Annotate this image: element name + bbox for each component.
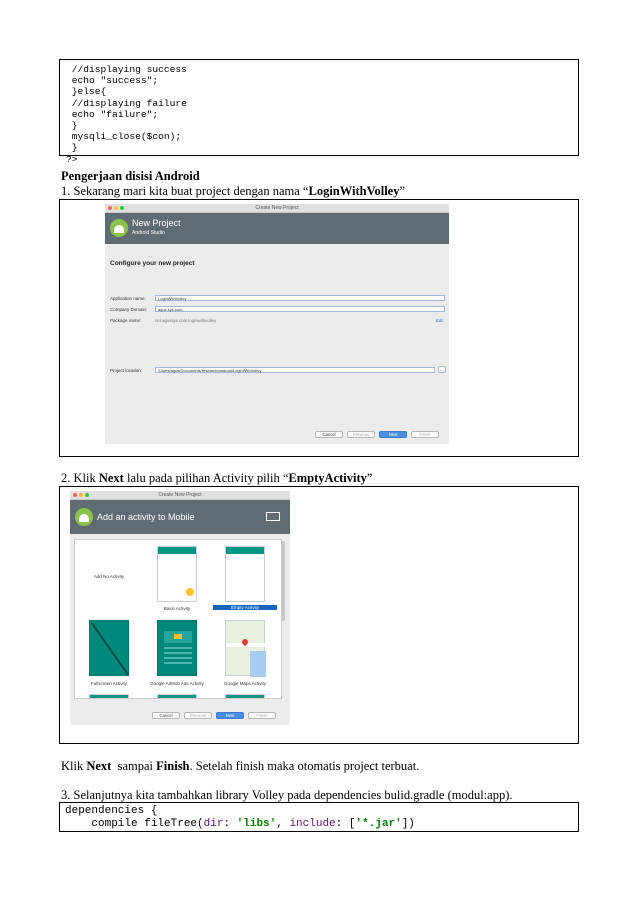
gradle-sep: : [ [335, 818, 356, 830]
tile-label: Fullscreen Activity [90, 681, 127, 686]
phone-preview-peek [157, 694, 197, 699]
tile-label: Add No Activity [93, 574, 125, 579]
app-bar [158, 547, 196, 554]
cancel-button[interactable]: Cancel [152, 712, 180, 719]
note-suffix: . Setelah finish maka otomatis project terbuat. [189, 759, 420, 773]
diagonal-line [91, 622, 129, 676]
new-project-window [105, 204, 449, 444]
php-code-line: echo "success"; [66, 75, 159, 87]
project-location-label: Project location: [110, 368, 143, 373]
activity-gallery [74, 539, 282, 699]
app-bar [90, 695, 128, 699]
section-heading: Pengerjaan disisi Android [61, 169, 200, 183]
step-3-text: 3. Selanjutnya kita tambahkan library Volley pada dependencies bulid.gradle (modul:app). [61, 788, 513, 802]
previous-button[interactable]: Previous [184, 712, 212, 719]
tile-label: Google Maps Activity [223, 681, 267, 686]
phone-preview [225, 620, 265, 676]
php-code-lines [66, 64, 187, 165]
activity-header [70, 500, 290, 534]
phone-preview-peek [89, 694, 129, 699]
window-title-2: Create New Project [158, 492, 202, 498]
php-code-line: mysqli_close($con); [66, 131, 182, 143]
add-activity-window [70, 491, 290, 725]
window-titlebar [105, 204, 449, 213]
step-2-suffix: ” [366, 471, 373, 485]
app-name-label: Application name: [110, 296, 146, 301]
device-icon [266, 512, 280, 521]
android-studio-logo-icon [75, 508, 93, 526]
tile-admob-activity[interactable] [145, 620, 209, 692]
finish-button[interactable]: Finish [248, 712, 276, 719]
android-studio-logo-icon [110, 219, 128, 237]
tile-basic-activity[interactable] [145, 544, 209, 614]
php-code-line: ?> [66, 153, 78, 165]
fab-icon [186, 588, 194, 596]
php-code-line: //displaying success [66, 64, 187, 75]
gradle-sep: : [223, 818, 237, 830]
screenshot-activity-box [59, 486, 579, 744]
previous-button[interactable]: Previous [347, 431, 375, 438]
package-name-label: Package name: [110, 318, 142, 323]
next-button[interactable]: Next [379, 431, 407, 438]
wizard-title: New Project [132, 218, 181, 228]
phone-preview-peek [225, 694, 265, 699]
note-next: Next [86, 759, 112, 773]
php-code-line: }else{ [66, 86, 107, 98]
phone-preview [157, 620, 197, 676]
finish-note-text [61, 759, 419, 774]
configure-title: Configure your new project [110, 260, 195, 267]
note-prefix: Klik [61, 759, 87, 773]
step-2-text [61, 471, 372, 486]
app-bar [158, 695, 196, 699]
tile-empty-activity[interactable] [213, 544, 277, 614]
company-domain-label: Company Domain: [110, 307, 148, 312]
wizard-header [105, 213, 449, 244]
package-name-value: net.agussys.com.loginwithvolley [155, 318, 217, 323]
step-1-text [61, 184, 405, 199]
window-titlebar-2 [70, 491, 290, 500]
phone-preview [89, 620, 129, 676]
tile-no-activity[interactable] [77, 544, 141, 614]
note-finish: Finish [156, 759, 190, 773]
phone-preview [157, 546, 197, 602]
tile-label: Google AdMob Ads Activity [150, 681, 204, 686]
next-button[interactable]: Next [216, 712, 244, 719]
window-title: Create New Project [255, 205, 299, 211]
step-1-project-name: LoginWithVolley [308, 184, 400, 198]
content-lines [164, 647, 192, 667]
gradle-line-2 [65, 818, 415, 830]
tile-maps-activity[interactable] [213, 620, 277, 692]
wizard-subtitle: Android Studio [132, 230, 165, 236]
step-1-suffix: ” [399, 184, 406, 198]
app-name-input[interactable]: LoginWithVolley [155, 295, 445, 301]
company-domain-input[interactable]: agus.sys.com [155, 306, 445, 312]
gallery-scrollbar[interactable] [281, 541, 285, 621]
gradle-sep: , [276, 818, 290, 830]
browse-location-button[interactable]: ... [438, 366, 446, 373]
ad-badge [174, 634, 182, 639]
screenshot-new-project-box [59, 199, 579, 457]
app-bar [226, 547, 264, 554]
gradle-val-jar: '*.jar' [355, 818, 402, 830]
gradle-code-block [59, 802, 579, 832]
project-location-input[interactable]: /Users/agus/Documents/research/android/LoginWithVolley [155, 367, 435, 373]
php-code-line: } [66, 142, 78, 154]
app-bar [226, 695, 264, 699]
tile-fullscreen-activity[interactable] [77, 620, 141, 692]
phone-preview [225, 546, 265, 602]
php-code-line: } [66, 120, 78, 132]
gradle-key-dir: dir [203, 818, 224, 830]
package-edit-link[interactable]: Edit [436, 318, 444, 323]
gradle-compile: compile fileTree( [65, 818, 204, 830]
php-code-line: echo "failure"; [66, 108, 159, 120]
step-1-prefix: 1. Sekarang mari kita buat project dengan nama “ [61, 184, 309, 198]
step-2-prefix: 2. Klik [61, 471, 99, 485]
gradle-key-include: include [289, 818, 336, 830]
php-code-block [59, 59, 579, 165]
step-2-next: Next [98, 471, 124, 485]
note-middle: sampai [111, 759, 157, 773]
map-water [250, 651, 266, 677]
gradle-val-libs: 'libs' [236, 818, 277, 830]
tile-label-selected: Empty Activity [213, 605, 277, 610]
cancel-button[interactable]: Cancel [315, 431, 343, 438]
php-code-line: //displaying failure [66, 97, 187, 109]
gradle-line-1: dependencies { [65, 805, 158, 817]
step-2-activity: EmptyActivity [288, 471, 367, 485]
activity-header-title: Add an activity to Mobile [97, 512, 195, 522]
ad-banner [164, 631, 192, 643]
gradle-close: ]) [401, 818, 415, 830]
finish-button[interactable]: Finish [411, 431, 439, 438]
step-2-middle: lalu pada pilihan Activity pilih “ [123, 471, 289, 485]
tile-label: Basic Activity [163, 606, 191, 611]
